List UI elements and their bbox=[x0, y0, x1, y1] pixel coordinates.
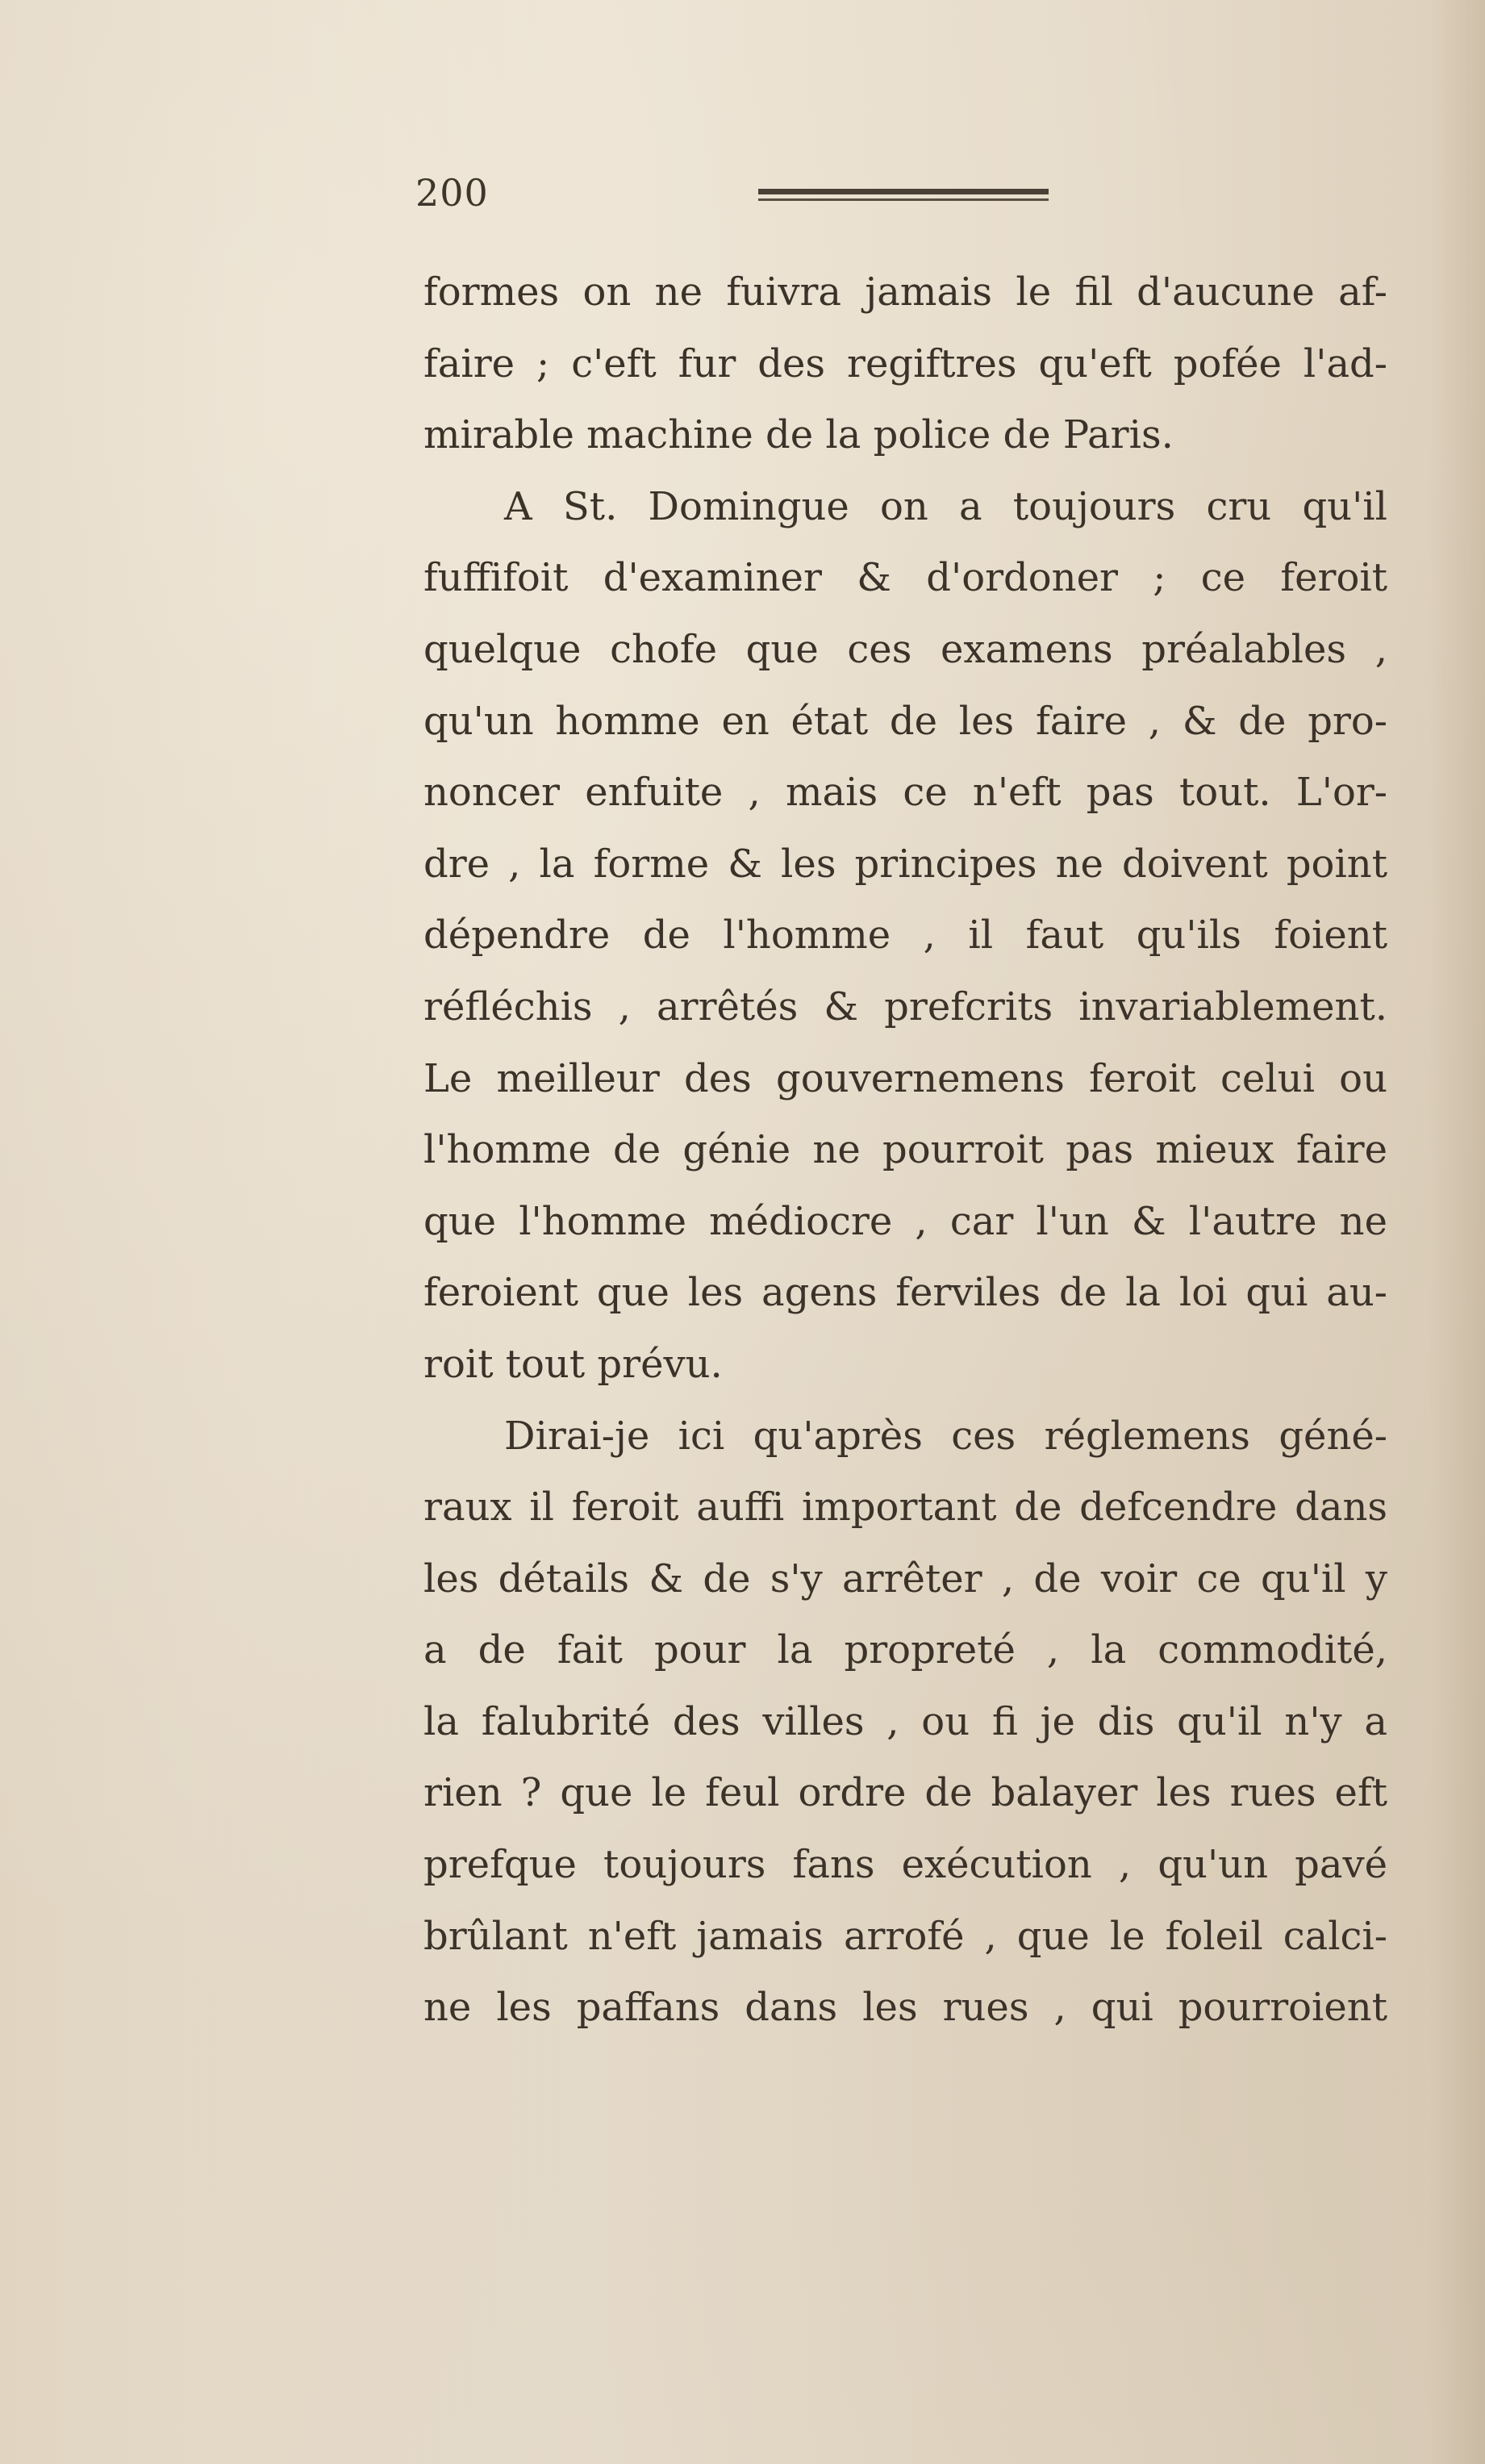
text-line: réfléchis , arrêtés & prefcrits invariablement. bbox=[423, 984, 1387, 1029]
text-line: que l'homme médiocre , car l'un & l'autre ne bbox=[423, 1198, 1387, 1244]
body-text bbox=[423, 257, 1387, 2044]
text-line: fuffifoit d'examiner & d'ordoner ; ce feroit bbox=[423, 555, 1387, 601]
page-number: 200 bbox=[415, 171, 489, 215]
header-rule bbox=[758, 189, 1049, 205]
text-line: feroient que les agens ferviles de la loi qui au- bbox=[423, 1270, 1387, 1316]
text-line: quelque chofe que ces examens préalables , bbox=[423, 626, 1387, 672]
text-line: mirable machine de la police de Paris. bbox=[423, 412, 1174, 458]
text-line: brûlant n'eft jamais arrofé , que le foleil calci- bbox=[423, 1913, 1387, 1959]
text-line: Dirai-je ici qu'après ces réglemens géné- bbox=[504, 1413, 1387, 1459]
text-line: raux il feroit auffi important de defcendre dans bbox=[423, 1485, 1387, 1531]
text-line: dre , la forme & les principes ne doivent point bbox=[423, 841, 1387, 887]
text-line: formes on ne fuivra jamais le fil d'aucune af- bbox=[423, 269, 1387, 315]
text-line: dépendre de l'homme , il faut qu'ils foient bbox=[423, 913, 1387, 958]
text-line: qu'un homme en état de les faire , & de pro- bbox=[423, 698, 1387, 744]
text-line: Le meilleur des gouvernemens feroit celui ou bbox=[423, 1055, 1387, 1101]
text-line: noncer enfuite , mais ce n'eft pas tout. L'or- bbox=[423, 770, 1387, 816]
text-line: rien ? que le feul ordre de balayer les rues eft bbox=[423, 1770, 1387, 1816]
text-line: a de fait pour la propreté , la commodité, bbox=[423, 1627, 1387, 1673]
text-line: la falubrité des villes , ou fi je dis qu'il n'y a bbox=[423, 1698, 1387, 1744]
text-line: l'homme de génie ne pourroit pas mieux faire bbox=[423, 1127, 1387, 1173]
header-rule-thick bbox=[758, 189, 1049, 194]
text-line: roit tout prévu. bbox=[423, 1341, 723, 1387]
text-line: les détails & de s'y arrêter , de voir ce qu'il y bbox=[423, 1556, 1387, 1602]
page-edge-shadow bbox=[1429, 0, 1485, 2464]
text-line: A St. Domingue on a toujours cru qu'il bbox=[504, 483, 1387, 529]
header-rule-thin bbox=[758, 198, 1049, 201]
text-line: prefque toujours fans exécution , qu'un pavé bbox=[423, 1842, 1387, 1888]
text-line: faire ; c'eft fur des regiftres qu'eft pofée l'ad- bbox=[423, 340, 1387, 386]
text-line: ne les paffans dans les rues , qui pourroient bbox=[423, 1985, 1387, 2031]
